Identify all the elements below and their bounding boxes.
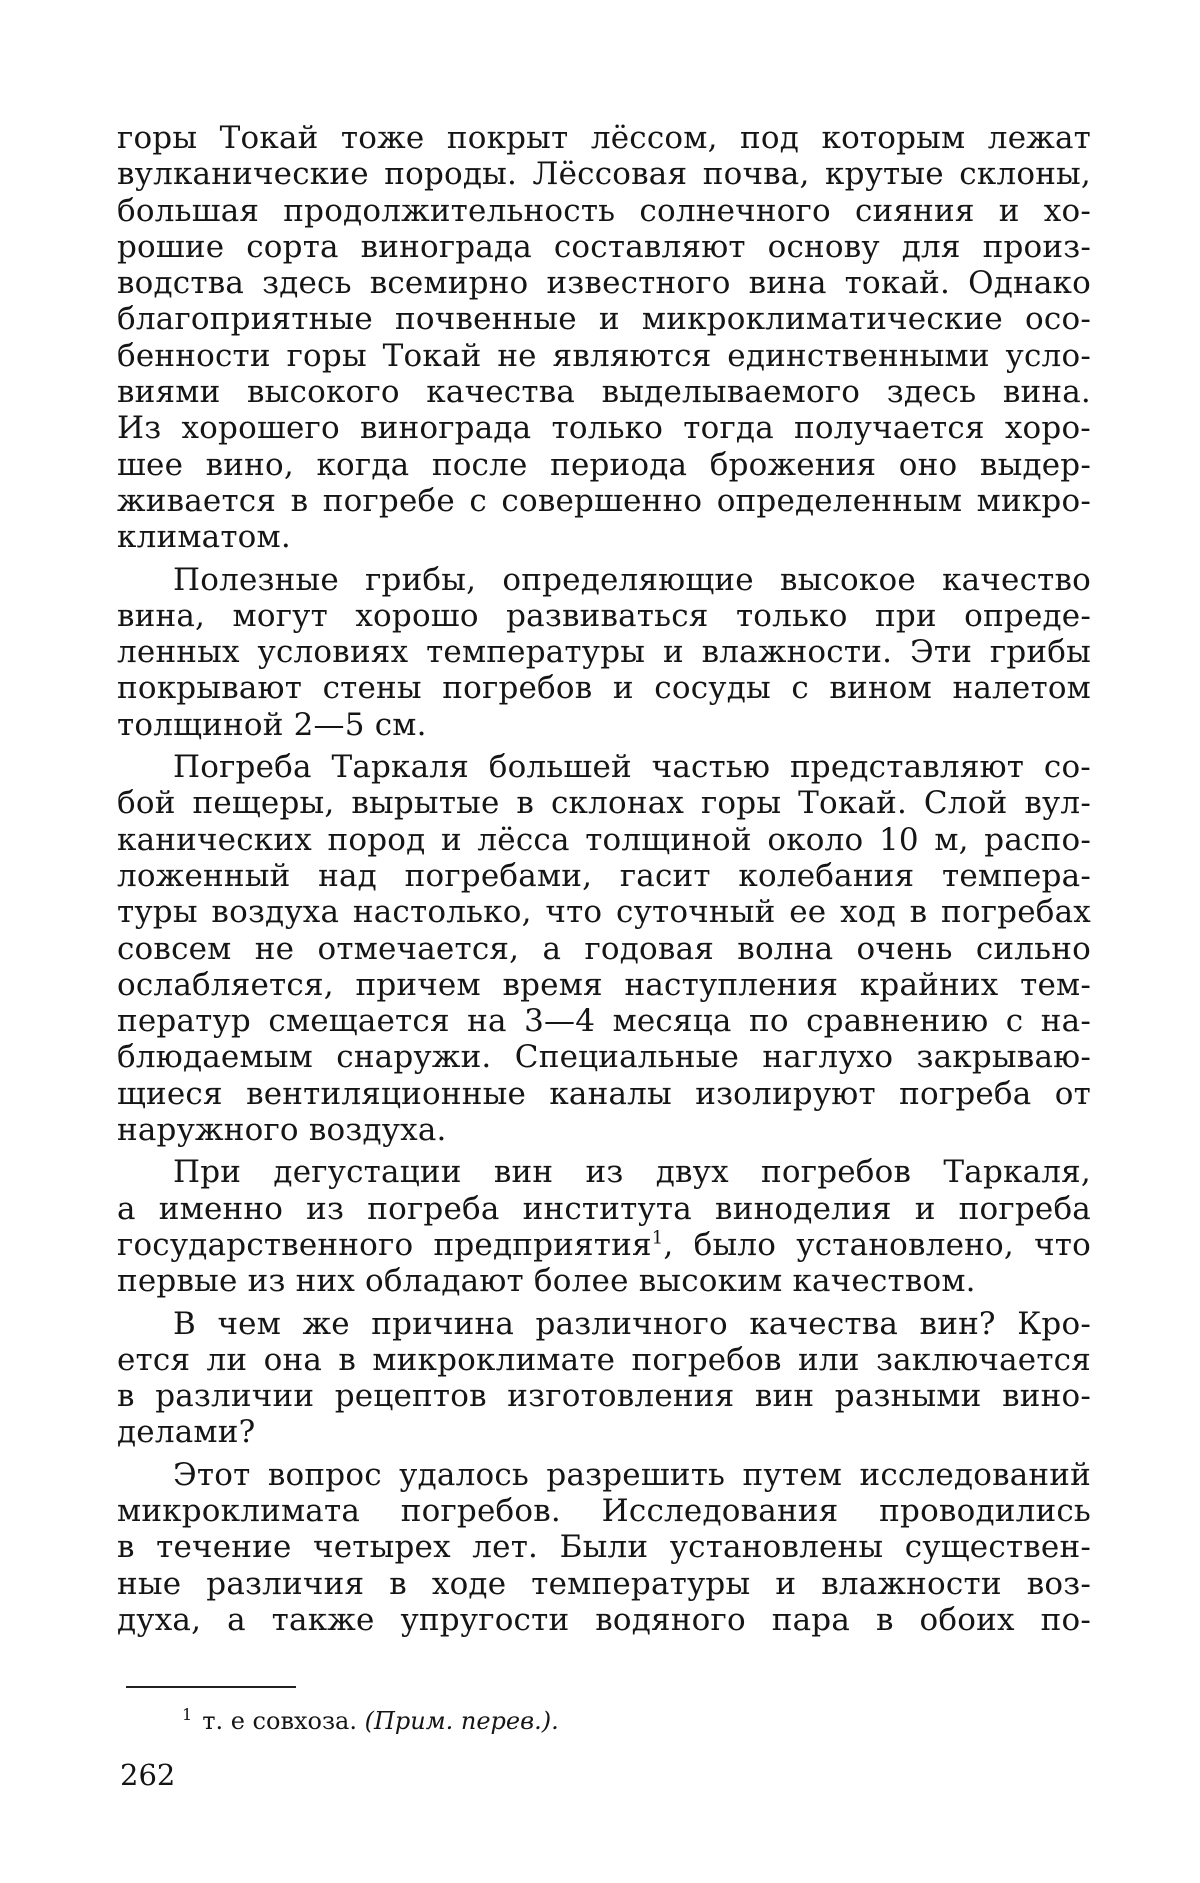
text-fragment: , было установлено, что <box>663 1226 1092 1263</box>
text-line: климатом. <box>117 519 291 556</box>
text-line: бой пещеры, вырытые в склонах горы Токай. Слой вул- <box>117 785 1091 822</box>
text-line: туры воздуха настолько, что суточный ее ход в погребах <box>117 894 1091 931</box>
text-line: При дегустации вин из двух погребов Таркаля, <box>173 1154 1091 1191</box>
footnote-reference[interactable]: 1 <box>651 1227 664 1249</box>
text-line: канических пород и лёсса толщиной около 10 м, распо- <box>117 821 1091 858</box>
text-line: щиеся вентиляционные каналы изолируют погреба от <box>117 1075 1091 1112</box>
text-line: шее вино, когда после периода брожения оно выдер- <box>117 446 1091 483</box>
text-line: микроклимата погребов. Исследования проводились <box>117 1492 1091 1529</box>
text-line: Полезные грибы, определяющие высокое качество <box>173 561 1091 598</box>
text-line: а именно из погреба института виноделия и погреба <box>117 1190 1091 1227</box>
footnote-text: т. е совхоза. <box>202 1707 357 1735</box>
text-fragment: государственного предприятия <box>117 1226 652 1263</box>
text-line: ложенный над погребами, гасит колебания темпера- <box>117 857 1091 894</box>
text-line: в течение четырех лет. Были установлены существен- <box>117 1529 1091 1566</box>
paragraph <box>117 1154 1091 1299</box>
text-line: толщиной 2—5 см. <box>117 706 427 743</box>
text-line: духа, а также упругости водяного пара в обоих по- <box>117 1601 1091 1638</box>
text-line: ослабляется, причем время наступления крайних тем- <box>117 966 1091 1003</box>
text-line: совсем не отмечается, а годовая волна очень сильно <box>117 930 1091 967</box>
text-line: большая продолжительность солнечного сияния и хо- <box>117 192 1091 229</box>
text-line: первые из них обладают более высоким качеством. <box>117 1263 976 1300</box>
text-line: Из хорошего винограда только тогда получается хоро- <box>117 410 1091 447</box>
text-line: бенности горы Токай не являются единственными усло- <box>117 337 1091 374</box>
text-line: делами? <box>117 1414 256 1451</box>
text-line: ператур смещается на 3—4 месяца по сравнению с на- <box>117 1003 1091 1040</box>
paragraph <box>117 749 1091 1148</box>
text-line: рошие сорта винограда составляют основу для произ- <box>117 228 1091 265</box>
text-line: блюдаемым снаружи. Специальные наглухо закрываю- <box>117 1039 1091 1076</box>
text-line: виями высокого качества выделываемого здесь вина. <box>117 374 1091 411</box>
text-line: ется ли она в микроклимате погребов или заключается <box>117 1341 1091 1378</box>
text-line: горы Токай тоже покрыт лёссом, под которым лежат <box>117 120 1091 156</box>
text-line: Этот вопрос удалось разрешить путем исследований <box>173 1456 1091 1493</box>
text-line: ленных условиях температуры и влажности. Эти грибы <box>117 634 1091 671</box>
footnote-translator-note: (Прим. перев.). <box>364 1707 559 1735</box>
text-line: наружного воздуха. <box>117 1112 447 1149</box>
footnote-divider <box>126 1686 296 1688</box>
text-line: вина, могут хорошо развиваться только при опреде- <box>117 597 1091 634</box>
footnote <box>182 1699 559 1737</box>
text-line: Погреба Таркаля большей частью представляют со- <box>173 749 1091 786</box>
text-line: живается в погребе с совершенно определенным микро- <box>117 482 1091 519</box>
paragraph <box>117 562 1091 743</box>
paragraph <box>117 1306 1091 1451</box>
text-line: благоприятные почвенные и микроклиматические осо- <box>117 301 1091 338</box>
text-line: В чем же причина различного качества вин? Кро- <box>173 1305 1091 1342</box>
text-line: ные различия в ходе температуры и влажности воз- <box>117 1565 1091 1602</box>
paragraph <box>117 120 1091 556</box>
body-text <box>117 120 1091 1638</box>
page-number: 262 <box>120 1758 176 1792</box>
text-line: вулканические породы. Лёссовая почва, крутые склоны, <box>117 156 1091 193</box>
text-line: в различии рецептов изготовления вин разными вино- <box>117 1378 1091 1415</box>
text-line-with-footnote <box>117 1227 1091 1263</box>
text-line: покрывают стены погребов и сосуды с вином налетом <box>117 670 1091 707</box>
paragraph <box>117 1457 1091 1638</box>
footnote-mark: 1 <box>182 1705 193 1724</box>
text-line: водства здесь всемирно известного вина токай. Однако <box>117 265 1091 302</box>
